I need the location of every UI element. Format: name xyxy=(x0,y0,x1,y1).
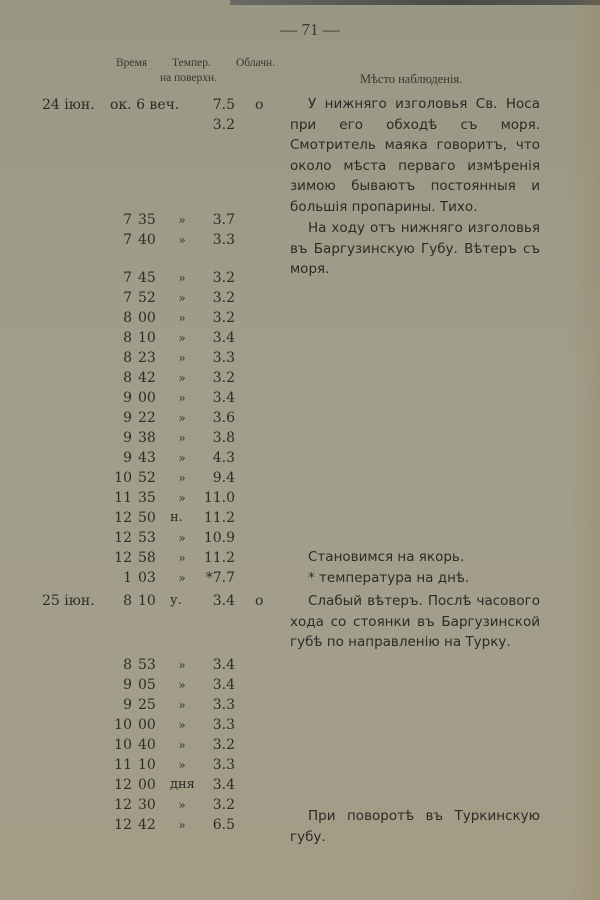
period-mark: » xyxy=(178,351,186,365)
time-minute: 50 xyxy=(138,510,156,526)
time-hour: 10 xyxy=(114,470,132,486)
time-cell xyxy=(110,528,170,548)
time-cell xyxy=(110,268,170,288)
period-mark: » xyxy=(178,471,186,485)
time-hour: 9 xyxy=(123,677,132,693)
temperature-cell: 3.7 xyxy=(212,212,235,228)
time-cell xyxy=(110,448,170,468)
time-minute: 00 xyxy=(138,390,156,406)
temperature-cell: 3.4 xyxy=(212,657,235,673)
time-minute: 35 xyxy=(138,212,156,228)
temperature-cell: 10.9 xyxy=(203,530,235,546)
time-minute: 23 xyxy=(138,350,156,366)
time-cell xyxy=(110,695,170,715)
time-cell xyxy=(110,388,170,408)
header-temp-sub: на поверхн. xyxy=(160,72,218,84)
temperature-cell: 4.3 xyxy=(212,450,235,466)
time-cell xyxy=(110,488,170,508)
time-cell xyxy=(110,508,170,528)
period-mark: » xyxy=(178,718,186,732)
period-mark: » xyxy=(178,291,186,305)
time-cell xyxy=(110,288,170,308)
time-hour: 12 xyxy=(114,797,132,813)
time-minute: 00 xyxy=(138,717,156,733)
time-minute: 40 xyxy=(138,232,156,248)
time-cell xyxy=(110,715,170,735)
period-mark: » xyxy=(178,738,186,752)
temperature-cell: 11.0 xyxy=(203,490,235,506)
date-cell: 25 іюн. xyxy=(42,593,95,609)
time-hour: 11 xyxy=(114,490,132,506)
temperature-cell: 7.5 xyxy=(212,97,235,113)
time-hour: 11 xyxy=(114,757,132,773)
time-minute: 10 xyxy=(138,330,156,346)
note-weak-wind xyxy=(290,591,540,653)
period-mark: » xyxy=(178,571,186,585)
note-text: На ходу отъ нижняго изголовья въ Баргузинскую Губу. Вѣтеръ съ моря. xyxy=(290,220,540,278)
note-text: * температура на днѣ. xyxy=(308,570,470,586)
time-hour: 9 xyxy=(123,697,132,713)
time-hour: 8 xyxy=(123,370,132,386)
period-mark: » xyxy=(178,391,186,405)
period-mark: » xyxy=(178,531,186,545)
time-minute: 53 xyxy=(138,530,156,546)
note-text: Становимся на якорь. xyxy=(308,549,465,565)
time-cell xyxy=(110,408,170,428)
temperature-cell: 3.8 xyxy=(212,430,235,446)
temperature-cell: 3.4 xyxy=(212,677,235,693)
time-cell xyxy=(110,755,170,775)
period-mark: » xyxy=(178,658,186,672)
header-time: Время xyxy=(116,57,148,69)
time-minute: 42 xyxy=(138,370,156,386)
period-mark: » xyxy=(178,271,186,285)
temperature-cell: 3.3 xyxy=(212,697,235,713)
period-mark: » xyxy=(178,818,186,832)
time-minute: 58 xyxy=(138,550,156,566)
time-cell xyxy=(110,815,170,835)
time-cell xyxy=(110,468,170,488)
time-hour: 8 xyxy=(123,330,132,346)
period-mark: » xyxy=(178,451,186,465)
time-minute: 00 xyxy=(138,310,156,326)
time-hour: 7 xyxy=(123,212,132,228)
temperature-cell: 11.2 xyxy=(203,510,235,526)
time-minute: 45 xyxy=(138,270,156,286)
time-hour: 8 xyxy=(123,593,132,609)
temperature-cell: 3.3 xyxy=(212,350,235,366)
temperature-cell: 3.4 xyxy=(212,330,235,346)
time-hour: 1 xyxy=(123,570,132,586)
time-minute: 35 xyxy=(138,490,156,506)
period-mark: » xyxy=(178,798,186,812)
note-text: При поворотѣ въ Туркинскую губу. xyxy=(290,808,540,845)
time-cell xyxy=(110,368,170,388)
note-anchor xyxy=(290,547,540,568)
time-hour: 7 xyxy=(123,270,132,286)
header-place: Мѣсто наблюденія. xyxy=(360,72,463,86)
page-edge-shadow xyxy=(570,0,600,900)
note-turka-bay xyxy=(290,806,540,847)
time-minute: 30 xyxy=(138,797,156,813)
note-barguzin-course xyxy=(290,218,540,280)
time-minute: 00 xyxy=(138,777,156,793)
time-hour: 7 xyxy=(123,232,132,248)
time-hour: 9 xyxy=(123,410,132,426)
temperature-cell: 3.3 xyxy=(212,757,235,773)
time-hour: 12 xyxy=(114,817,132,833)
time-hour: 9 xyxy=(123,430,132,446)
note-text: Слабый вѣтеръ. Послѣ часового хода со стоянки въ Баргузинской губѣ по направленію на Турку. xyxy=(290,593,540,651)
time-cell xyxy=(110,548,170,568)
temperature-cell: 3.2 xyxy=(212,290,235,306)
temperature-cell: 3.6 xyxy=(212,410,235,426)
time-minute: 42 xyxy=(138,817,156,833)
temperature-cell: 3.3 xyxy=(212,232,235,248)
time-cell xyxy=(110,428,170,448)
time-minute: 53 xyxy=(138,657,156,673)
time-cell xyxy=(110,568,170,588)
time-hour: 12 xyxy=(114,510,132,526)
temperature-cell: *7.7 xyxy=(205,570,235,586)
time-cell xyxy=(110,775,170,795)
temperature-cell: 3.3 xyxy=(212,717,235,733)
period-mark: » xyxy=(178,331,186,345)
period-mark: дня xyxy=(170,777,195,792)
period-mark: » xyxy=(178,371,186,385)
period-mark: у. xyxy=(170,593,182,608)
period-mark: » xyxy=(178,491,186,505)
period-mark: » xyxy=(178,311,186,325)
period-mark: » xyxy=(178,678,186,692)
temperature-cell: 6.5 xyxy=(212,817,235,833)
time-hour: 9 xyxy=(123,390,132,406)
time-hour: 12 xyxy=(114,550,132,566)
page-number: — 71 — xyxy=(280,20,340,39)
page-top-edge xyxy=(230,0,600,5)
temperature-cell: 3.4 xyxy=(212,593,235,609)
time-hour: 10 xyxy=(114,717,132,733)
time-cell xyxy=(110,735,170,755)
period-mark: » xyxy=(178,758,186,772)
time-hour: 8 xyxy=(123,310,132,326)
time-cell: ок. 6 веч. xyxy=(110,97,180,113)
time-hour: 10 xyxy=(114,737,132,753)
time-cell xyxy=(110,308,170,328)
period-mark: » xyxy=(178,551,186,565)
time-hour: 8 xyxy=(123,657,132,673)
time-cell xyxy=(110,795,170,815)
time-minute: 03 xyxy=(138,570,156,586)
time-minute: 40 xyxy=(138,737,156,753)
note-svyatoy-nos xyxy=(290,94,540,218)
temperature-cell: 3.2 xyxy=(212,370,235,386)
temperature-cell: 11.2 xyxy=(203,550,235,566)
time-cell xyxy=(110,328,170,348)
period-mark: » xyxy=(178,431,186,445)
time-hour: 9 xyxy=(123,450,132,466)
temperature-cell: 9.4 xyxy=(212,470,235,486)
temperature-cell: 3.4 xyxy=(212,777,235,793)
time-cell xyxy=(110,675,170,695)
temperature-cell: 3.2 xyxy=(212,270,235,286)
temperature-cell: 3.2 xyxy=(212,117,235,133)
header-temp: Темпер. xyxy=(172,57,211,69)
time-minute: 10 xyxy=(138,757,156,773)
period-mark: » xyxy=(178,698,186,712)
time-cell xyxy=(110,655,170,675)
time-hour: 8 xyxy=(123,350,132,366)
temperature-cell: 3.4 xyxy=(212,390,235,406)
temperature-cell: 3.2 xyxy=(212,797,235,813)
time-cell xyxy=(110,210,170,230)
time-minute: 10 xyxy=(138,593,156,609)
temperature-cell: 3.2 xyxy=(212,310,235,326)
period-mark: » xyxy=(178,213,186,227)
time-minute: 22 xyxy=(138,410,156,426)
temperature-cell: 3.2 xyxy=(212,737,235,753)
note-bottom-temp xyxy=(290,568,540,589)
date-cell: 24 іюн. xyxy=(42,97,95,113)
time-minute: 38 xyxy=(138,430,156,446)
time-hour: 7 xyxy=(123,290,132,306)
note-text: У нижняго изголовья Св. Носа при его обходѣ съ моря. Смотритель маяка говоритъ, что около мѣста перваго измѣренія зимою бываютъ постоянныя и большія пропарины. Тихо. xyxy=(290,96,540,215)
time-minute: 43 xyxy=(138,450,156,466)
time-minute: 05 xyxy=(138,677,156,693)
time-minute: 52 xyxy=(138,470,156,486)
time-cell xyxy=(110,230,170,250)
time-minute: 52 xyxy=(138,290,156,306)
period-mark: н. xyxy=(170,510,183,525)
time-cell xyxy=(110,348,170,368)
cloudiness-cell: o xyxy=(255,97,264,113)
time-hour: 12 xyxy=(114,777,132,793)
time-minute: 25 xyxy=(138,697,156,713)
header-cloud: Облачн. xyxy=(236,57,276,69)
period-mark: » xyxy=(178,233,186,247)
time-hour: 12 xyxy=(114,530,132,546)
cloudiness-cell: o xyxy=(255,593,264,609)
time-cell xyxy=(110,591,170,611)
period-mark: » xyxy=(178,411,186,425)
